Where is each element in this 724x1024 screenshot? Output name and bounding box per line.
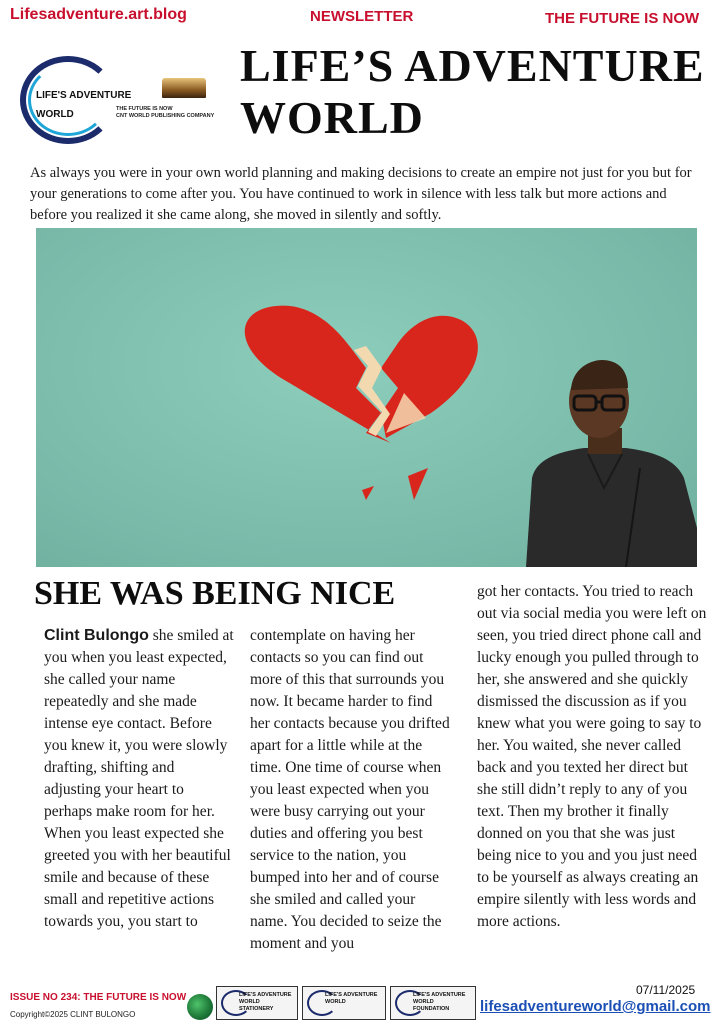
article-column-3: got her contacts. You tried to reach out via social media you were left on seen, you tried direct phone call and lucky enough you pulled through to her, she answered and she quickly dismissed the discussion as if you knew what you were going to say to her. You waited, she never called back and you texted her direct but she still didn’t reply to any of you text. Then my brother it finally donned on you that she was just being nice to you and you just need to be yourself as always creating an empire silently with less words and more actions.	[477, 583, 707, 930]
brand-badge-world	[302, 986, 386, 1020]
logo-title-line2: WORLD	[36, 109, 74, 120]
article-headline: SHE WAS BEING NICE	[34, 575, 396, 612]
broken-heart-illustration	[36, 228, 697, 567]
masthead-line1: LIFE’S ADVENTURE	[240, 40, 705, 91]
globe-icon	[187, 994, 213, 1020]
intro-paragraph: As always you were in your own world planning and making decisions to create an empire not just for you but for your generations to come after you. You have continued to work in silence with less talk but more actions and before you realized it she came along, she moved in silently and softly.	[30, 165, 692, 223]
site-url[interactable]: Lifesadventure.art.blog	[10, 6, 187, 23]
masthead-title	[240, 40, 710, 144]
column-1-text: she smiled at you when you least expected, she called your name repeatedly and she made intense eye contact. Before you knew it, you were slowly drafting, shifting and adjusting your heart to perhaps make room for her. When you least expected she greeted you with her beautiful smile and because of these small and repetitive actions towards you, you start to	[44, 627, 234, 930]
section-label: NEWSLETTER	[310, 8, 414, 25]
author-portrait	[526, 360, 697, 567]
badge-label: LIFE'S ADVENTURE WORLD	[239, 992, 292, 1005]
badge-sublabel: WORLD	[325, 999, 346, 1005]
brand-badge-foundation	[390, 986, 476, 1020]
logo-title-line1: LIFE'S ADVENTURE	[36, 90, 132, 101]
logo-tagline	[116, 106, 214, 120]
issue-number: ISSUE NO 234: THE FUTURE IS NOW	[10, 992, 187, 1003]
heart-shard	[408, 468, 428, 500]
brand-logo	[20, 52, 220, 148]
article-column-2: contemplate on having her contacts so you can find out more of this that surrounds you now. It became harder to find her contacts because you drifted apart for a little while at the time. One time of course when you least expected when you were busy carrying out your duties and offering you best service to the nation, you bumped into her and of course she smiled and called your name. You decided to seize the moment and you	[250, 627, 450, 952]
badge-sublabel: STATIONERY	[239, 1006, 274, 1012]
badge-label: LIFE'S ADVENTURE	[325, 992, 378, 998]
copyright: Copyright©2025 CLINT BULONGO	[10, 1010, 136, 1019]
badge-sublabel: FOUNDATION	[413, 1006, 450, 1012]
masthead-line2: WORLD	[240, 92, 424, 143]
publish-date: 07/11/2025	[636, 983, 696, 997]
heart-shard	[362, 486, 374, 500]
book-icon	[162, 78, 206, 98]
article-author: Clint Bulongo	[44, 627, 149, 644]
logo-tag-line1: THE FUTURE IS NOW	[116, 106, 173, 112]
logo-tag-line2: CNT WORLD PUBLISHING COMPANY	[116, 113, 215, 119]
slogan: THE FUTURE IS NOW	[545, 10, 700, 27]
article-column-1	[44, 625, 234, 933]
feature-photo	[36, 228, 697, 567]
brand-badge-stationery	[216, 986, 298, 1020]
contact-email-link[interactable]: lifesadventureworld@gmail.com	[480, 998, 711, 1015]
badge-label: LIFE'S ADVENTURE WORLD	[413, 992, 466, 1005]
